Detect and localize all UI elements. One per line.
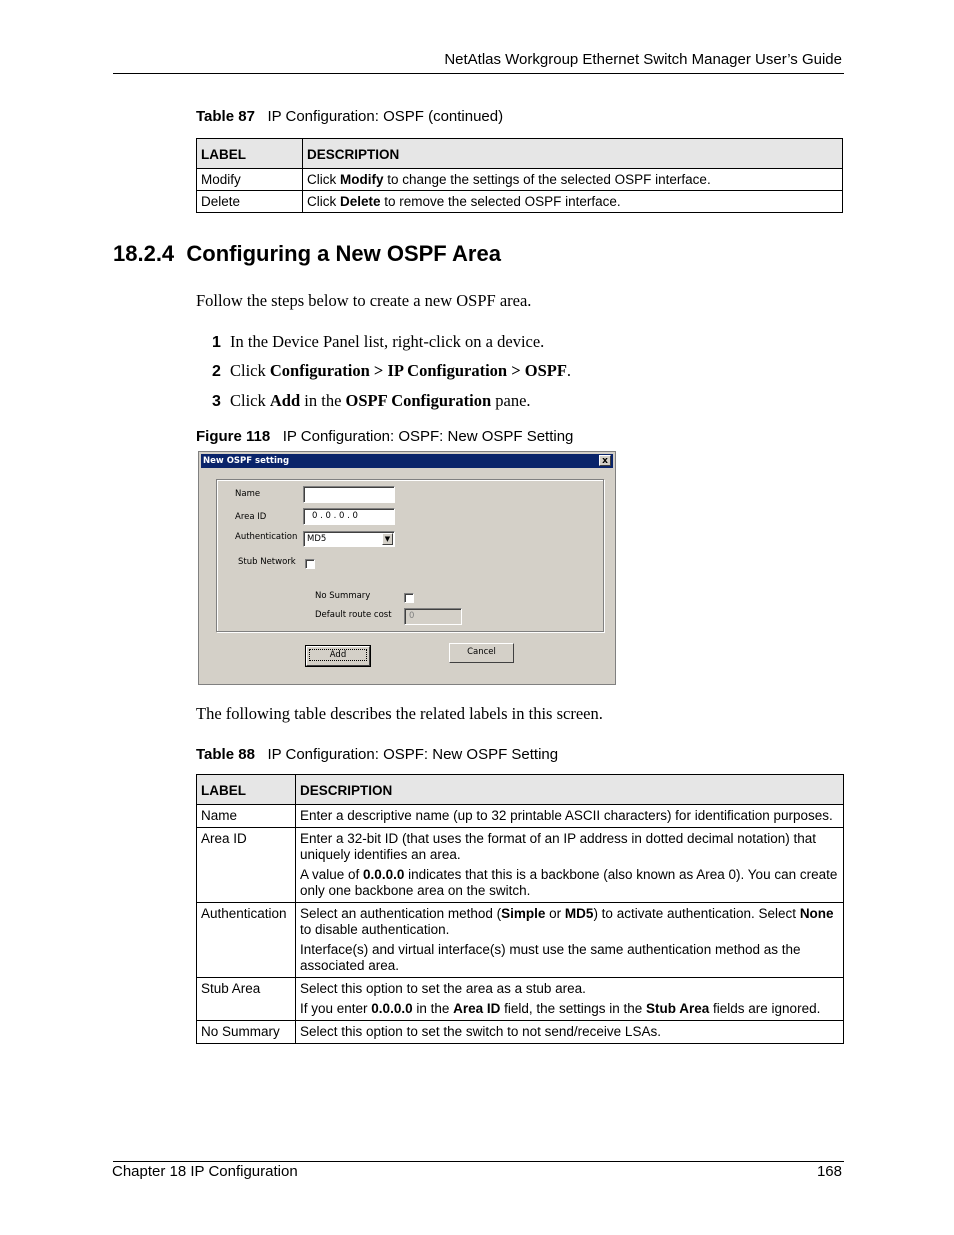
column-header-label: LABEL [197,775,296,805]
table-87 [196,138,843,213]
table-row [197,828,844,903]
row-description: Click Delete to remove the selected OSPF interface. [303,191,843,213]
step-text: In the Device Panel list, right-click on a device. [230,332,545,351]
table-row [197,903,844,978]
row-label: Modify [197,169,303,191]
table-intro-paragraph: The following table describes the related labels in this screen. [196,704,603,723]
area-id-input[interactable]: 0 . 0 . 0 . 0 [303,508,395,525]
close-icon[interactable]: x [599,455,611,466]
stub-network-label: Stub Network [238,557,296,567]
table-87-caption-text: IP Configuration: OSPF (continued) [267,108,504,125]
no-summary-checkbox[interactable] [404,593,414,603]
table-88-caption-number: Table 88 [196,746,255,763]
row-label: Delete [197,191,303,213]
step-3: 3 Click Add in the OSPF Configuration pane. [212,391,531,410]
table-header-row [197,775,844,805]
intro-paragraph: Follow the steps below to create a new OSPF area. [196,291,532,310]
figure-caption [196,428,573,445]
row-description: Enter a descriptive name (up to 32 printable ASCII characters) for identification purposes. [296,805,844,828]
table-88-caption-text: IP Configuration: OSPF: New OSPF Setting [267,746,559,763]
row-description: Select this option to set the area as a stub area. If you enter 0.0.0.0 in the Area ID field, the settings in the Stub Area fields are ignored. [296,978,844,1021]
row-label: Stub Area [197,978,296,1021]
row-description: Click Modify to change the settings of the selected OSPF interface. [303,169,843,191]
new-ospf-setting-dialog [198,451,616,685]
step-number: 2 [212,363,221,380]
row-description: Select this option to set the switch to not send/receive LSAs. [296,1021,844,1044]
name-label: Name [235,489,261,499]
column-header-description: DESCRIPTION [296,775,844,805]
row-label: Authentication [197,903,296,978]
no-summary-label: No Summary [315,591,371,601]
row-description: Enter a 32-bit ID (that uses the format of an IP address in dotted decimal notation) that uniquely identifies an area. A value of 0.0.0.0 indicates that this is a backbone (also known as Area 0). You can create only one backbone area on the switch. [296,828,844,903]
step-1 [212,332,544,352]
table-row [197,169,843,191]
row-label: Area ID [197,828,296,903]
row-label: No Summary [197,1021,296,1044]
area-id-label: Area ID [235,512,267,522]
running-header: NetAtlas Workgroup Ethernet Switch Manager User’s Guide [444,51,842,68]
column-header-label: LABEL [197,139,303,169]
dialog-title: New OSPF setting [203,456,290,466]
row-label: Name [197,805,296,828]
table-88 [196,774,844,1044]
default-route-cost-label: Default route cost [315,610,392,620]
add-button[interactable]: Add [306,646,370,666]
column-header-description: DESCRIPTION [303,139,843,169]
step-number: 1 [212,334,221,351]
table-87-caption [196,108,503,125]
chevron-down-icon[interactable]: ▼ [382,533,393,545]
step-2: 2 Click Configuration > IP Configuration > OSPF. [212,361,572,380]
footer-chapter: Chapter 18 IP Configuration [112,1163,298,1180]
table-header-row [197,139,843,169]
table-row [197,1021,844,1044]
cancel-button[interactable]: Cancel [449,643,514,663]
table-88-caption [196,746,558,763]
footer-rule [113,1161,844,1162]
authentication-value: MD5 [307,534,327,544]
row-description: Select an authentication method (Simple or MD5) to activate authentication. Select None to disable authentication. Interface(s) and virtual interface(s) must use the same authentication method as the associated area. [296,903,844,978]
figure-caption-text: IP Configuration: OSPF: New OSPF Setting [282,428,574,445]
table-row [197,805,844,828]
table-row [197,978,844,1021]
step-number: 3 [212,393,221,410]
stub-network-checkbox[interactable] [305,559,315,569]
table-87-caption-number: Table 87 [196,108,255,125]
figure-caption-number: Figure 118 [196,428,271,445]
name-input[interactable] [303,486,395,503]
dialog-titlebar [201,454,613,468]
header-rule [113,73,844,74]
default-route-cost-input[interactable]: 0 [404,608,462,625]
section-heading: 18.2.4 Configuring a New OSPF Area [113,241,501,266]
authentication-select[interactable] [303,531,395,547]
page-number: 168 [816,1163,842,1180]
table-row [197,191,843,213]
authentication-label: Authentication [235,532,298,542]
